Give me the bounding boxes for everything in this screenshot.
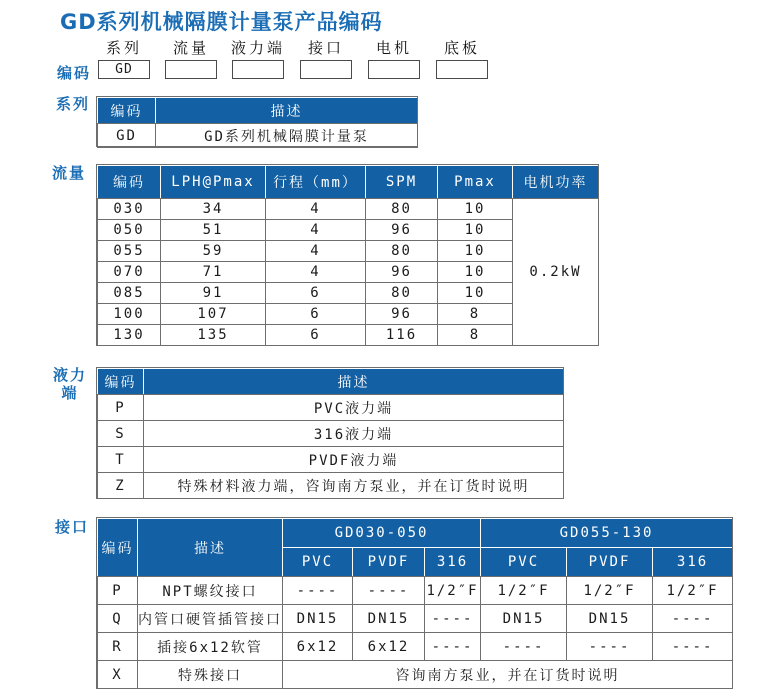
table-cell: 插接6x12软管 bbox=[138, 633, 283, 661]
table-cell: ---- bbox=[283, 577, 353, 605]
column-header: 编码 bbox=[98, 369, 144, 395]
table-cell: 116 bbox=[366, 325, 438, 346]
table-cell: 34 bbox=[161, 199, 266, 220]
table-cell: 1/2″F bbox=[567, 577, 653, 605]
code-field-box bbox=[300, 60, 352, 79]
table-row bbox=[98, 605, 733, 633]
column-header: 描述 bbox=[144, 369, 564, 395]
column-header: 电机功率 bbox=[513, 166, 599, 199]
table-cell: 80 bbox=[366, 241, 438, 262]
column-header: 编码 bbox=[98, 166, 161, 199]
table-cell: NPT螺纹接口 bbox=[138, 577, 283, 605]
table-header-row bbox=[98, 369, 564, 395]
table-header-row bbox=[98, 98, 418, 124]
table-cell: 10 bbox=[438, 283, 513, 304]
column-header: 编码 bbox=[98, 519, 138, 577]
code-field-label: 接口 bbox=[307, 39, 345, 57]
table-cell: 6 bbox=[266, 325, 366, 346]
interface-table bbox=[97, 518, 733, 689]
column-header: 描述 bbox=[138, 519, 283, 577]
table-cell: 71 bbox=[161, 262, 266, 283]
table-cell: 4 bbox=[266, 241, 366, 262]
table-cell: 特殊接口 bbox=[138, 661, 283, 689]
table-cell: GD系列机械隔膜计量泵 bbox=[156, 124, 418, 148]
motor-power-cell: 0.2kW bbox=[513, 199, 599, 346]
flow-table bbox=[97, 165, 599, 346]
code-field-label: 系列 bbox=[105, 39, 143, 57]
table-cell: 8 bbox=[438, 325, 513, 346]
table-cell: 4 bbox=[266, 220, 366, 241]
table-cell: 055 bbox=[98, 241, 161, 262]
page-title: GD系列机械隔膜计量泵产品编码 bbox=[60, 10, 383, 34]
section-label-flow: 流量 bbox=[52, 164, 87, 182]
code-field-box bbox=[368, 60, 420, 79]
table-cell: 1/2″F bbox=[425, 577, 481, 605]
table-cell: 1/2″F bbox=[653, 577, 733, 605]
section-label-series: 系列 bbox=[56, 95, 91, 113]
column-group-header: GD030-050 bbox=[283, 519, 481, 548]
code-field-interface bbox=[300, 38, 352, 82]
table-cell: R bbox=[98, 633, 138, 661]
column-header: PVDF bbox=[567, 548, 653, 577]
table-cell: 135 bbox=[161, 325, 266, 346]
column-header: SPM bbox=[366, 166, 438, 199]
table-cell: 80 bbox=[366, 199, 438, 220]
table-row bbox=[98, 124, 418, 148]
table-cell: 6x12 bbox=[353, 633, 425, 661]
table-cell: DN15 bbox=[283, 605, 353, 633]
column-header: PVC bbox=[283, 548, 353, 577]
table-row bbox=[98, 395, 564, 421]
table-cell: P bbox=[98, 577, 138, 605]
code-field-label: 电机 bbox=[375, 39, 413, 57]
column-header: Pmax bbox=[438, 166, 513, 199]
table-row bbox=[98, 633, 733, 661]
table-cell: 96 bbox=[366, 220, 438, 241]
column-header: 描述 bbox=[156, 98, 418, 124]
table-cell: 96 bbox=[366, 262, 438, 283]
column-header: 行程（mm） bbox=[266, 166, 366, 199]
table-cell: 91 bbox=[161, 283, 266, 304]
table-cell: 51 bbox=[161, 220, 266, 241]
section-label-interface: 接口 bbox=[55, 518, 90, 536]
table-cell: P bbox=[98, 395, 144, 421]
table-cell: ---- bbox=[481, 633, 567, 661]
series-table bbox=[97, 97, 418, 148]
column-group-header: GD055-130 bbox=[481, 519, 733, 548]
table-cell: Q bbox=[98, 605, 138, 633]
code-field-box: GD bbox=[98, 60, 150, 79]
code-field-box bbox=[165, 60, 217, 79]
table-cell: Z bbox=[98, 473, 144, 499]
table-cell: GD bbox=[98, 124, 156, 148]
column-header: 316 bbox=[425, 548, 481, 577]
section-label-liquid-end: 液力端 bbox=[52, 366, 87, 402]
table-cell: 050 bbox=[98, 220, 161, 241]
table-cell: 10 bbox=[438, 199, 513, 220]
table-cell: 内管口硬管插管接口 bbox=[138, 605, 283, 633]
special-interface-note-cell: 咨询南方泵业，并在订货时说明 bbox=[283, 661, 733, 689]
table-cell: 1/2″F bbox=[481, 577, 567, 605]
table-cell: DN15 bbox=[567, 605, 653, 633]
code-field-baseplate bbox=[436, 38, 488, 82]
table-cell: 4 bbox=[266, 199, 366, 220]
table-cell: 6 bbox=[266, 304, 366, 325]
table-cell: 085 bbox=[98, 283, 161, 304]
table-row bbox=[98, 199, 599, 220]
code-field-box bbox=[436, 60, 488, 79]
table-row bbox=[98, 447, 564, 473]
table-cell: ---- bbox=[567, 633, 653, 661]
table-row bbox=[98, 577, 733, 605]
code-field-label: 底板 bbox=[443, 39, 481, 57]
table-cell: 4 bbox=[266, 262, 366, 283]
table-cell: ---- bbox=[653, 605, 733, 633]
table-cell: PVDF液力端 bbox=[144, 447, 564, 473]
table-cell: 6x12 bbox=[283, 633, 353, 661]
table-header-row bbox=[98, 166, 599, 199]
table-cell: 10 bbox=[438, 220, 513, 241]
table-cell: 030 bbox=[98, 199, 161, 220]
column-header: PVC bbox=[481, 548, 567, 577]
table-cell: 107 bbox=[161, 304, 266, 325]
table-cell: 96 bbox=[366, 304, 438, 325]
table-cell: 8 bbox=[438, 304, 513, 325]
table-cell: 130 bbox=[98, 325, 161, 346]
table-cell: 316液力端 bbox=[144, 421, 564, 447]
code-field-box bbox=[232, 60, 284, 79]
product-coding-diagram bbox=[0, 38, 780, 84]
column-header: PVDF bbox=[353, 548, 425, 577]
code-field-liquid-end bbox=[232, 38, 284, 82]
column-header: 编码 bbox=[98, 98, 156, 124]
column-header: 316 bbox=[653, 548, 733, 577]
table-cell: 100 bbox=[98, 304, 161, 325]
table-cell: S bbox=[98, 421, 144, 447]
table-cell: PVC液力端 bbox=[144, 395, 564, 421]
table-cell: ---- bbox=[425, 633, 481, 661]
table-cell: DN15 bbox=[481, 605, 567, 633]
table-cell: 80 bbox=[366, 283, 438, 304]
code-field-motor bbox=[368, 38, 420, 82]
table-cell: 10 bbox=[438, 241, 513, 262]
table-cell: 59 bbox=[161, 241, 266, 262]
table-cell: ---- bbox=[653, 633, 733, 661]
table-cell: 070 bbox=[98, 262, 161, 283]
table-cell: X bbox=[98, 661, 138, 689]
table-cell: T bbox=[98, 447, 144, 473]
table-row bbox=[98, 473, 564, 499]
table-row bbox=[98, 661, 733, 689]
table-cell: ---- bbox=[425, 605, 481, 633]
column-header: LPH@Pmax bbox=[161, 166, 266, 199]
coding-prefix-label: 编码 bbox=[57, 64, 92, 82]
liquid-end-table bbox=[97, 368, 564, 499]
table-cell: ---- bbox=[353, 577, 425, 605]
table-row bbox=[98, 421, 564, 447]
table-cell: DN15 bbox=[353, 605, 425, 633]
table-cell: 6 bbox=[266, 283, 366, 304]
code-field-label: 液力端 bbox=[230, 39, 286, 57]
table-header-row bbox=[98, 519, 733, 548]
table-cell: 特殊材料液力端，咨询南方泵业，并在订货时说明 bbox=[144, 473, 564, 499]
code-field-label: 流量 bbox=[172, 39, 210, 57]
code-field-flow bbox=[165, 38, 217, 82]
code-field-series bbox=[98, 38, 150, 82]
table-cell: 10 bbox=[438, 262, 513, 283]
